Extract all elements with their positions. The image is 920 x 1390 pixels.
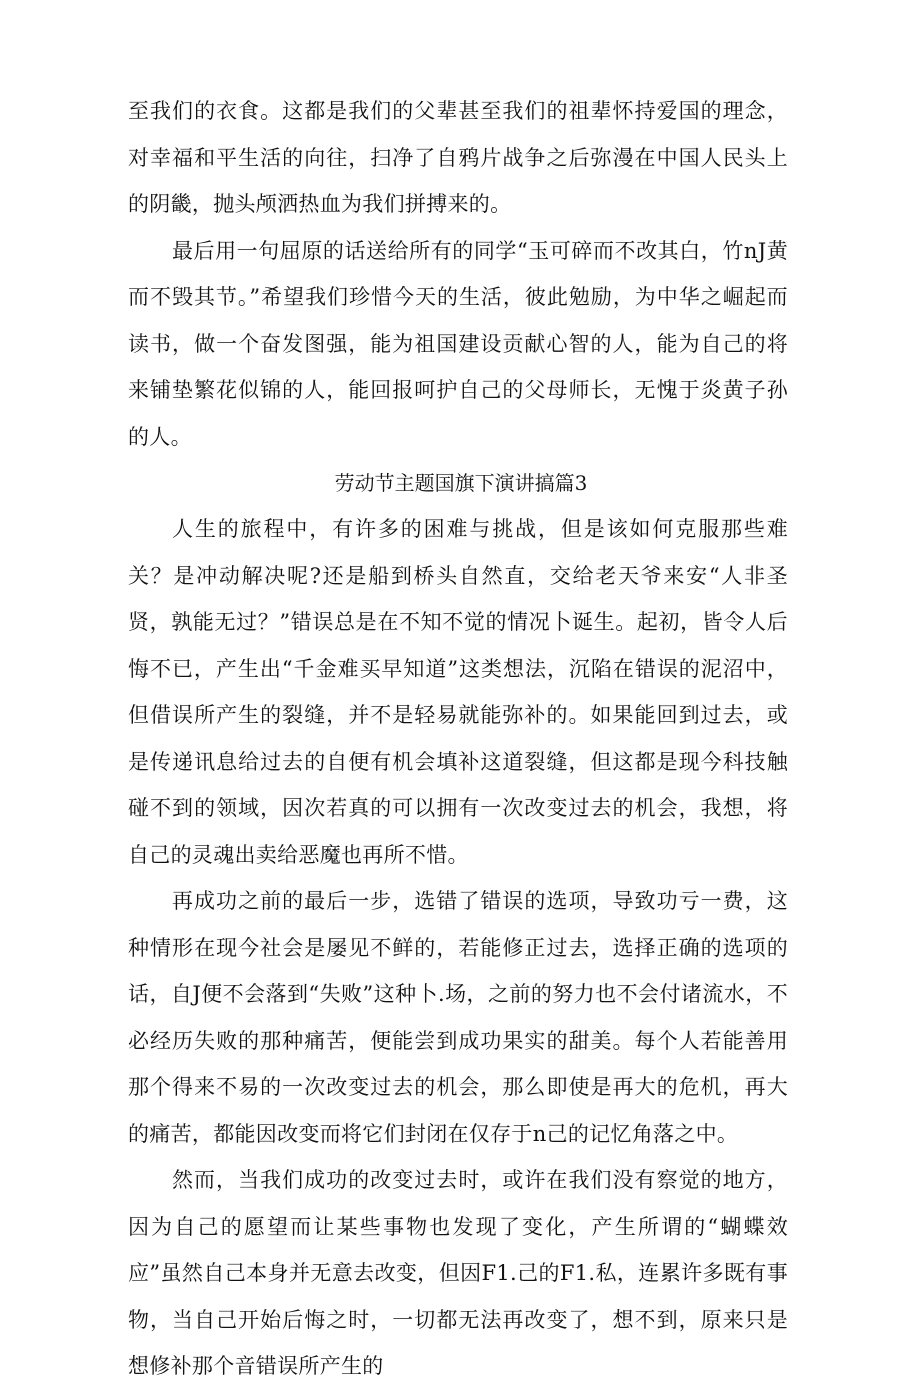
section-heading: 劳动节主题国旗下演讲搞篇3 bbox=[334, 471, 588, 495]
document-body bbox=[128, 88, 788, 1390]
paragraph-closing-quote: 最后用一句屈原的话送给所有的同学“玉可碎而不改其白，竹nJ黄而不毁其节。”希望我们珍惜今天的生活，彼此勉励，为中华之崛起而读书，做一个奋发图强，能为祖国建设贡献心智的人，能为自己的将来铺垫繁花似锦的人，能回报呵护自己的父母师长，无愧于炎黄子孙的人。 bbox=[128, 238, 788, 449]
paragraph-section-1: 人生的旅程中，有许多的困难与挑战，但是该如何克服那些难关？是冲动解决呢?还是船到桥头自然直，交给老天爷来安“人非圣贤，孰能无过？”错误总是在不知不觉的情况卜诞生。起初，皆令人后悔不已，产生出“千金难买早知道”这类想法，沉陷在错误的泥沼中，但借误所产生的裂缝，并不是轻易就能弥补的。如果能回到过去，或是传递讯息给过去的自便有机会填补这道裂缝，但这都是现今科技触碰不到的领域，因次若真的可以拥有一次改变过去的机会，我想，将自己的灵魂出卖给恶魔也再所不惜。 bbox=[128, 517, 788, 867]
paragraph-section-2: 再成功之前的最后一步，选错了错误的选项，导致功亏一费，这种情形在现今社会是屡见不鲜的，若能修正过去，选择正确的选项的话，自J便不会落到“失败”这种卜.场，之前的努力也不会付诸流水，不必经历失败的那种痛苦，便能尝到成功果实的甜美。每个人若能善用那个得来不易的一次改变过去的机会，那么即使是再大的危机，再大的痛苦，都能因改变而将它们封闭在仅存于n己的记忆角落之中。 bbox=[128, 889, 788, 1146]
paragraph-continued: 至我们的衣食。这都是我们的父辈甚至我们的祖辈怀持爱国的理念，对幸福和平生活的向往，扫净了自鸦片战争之后弥漫在中国人民头上的阴畿，抛头颅洒热血为我们拼搏来的。 bbox=[128, 99, 788, 216]
paragraph-section-3: 然而，当我们成功的改变过去时，或许在我们没有察觉的地方，因为自己的愿望而让某些事物也发现了变化，产生所谓的“蝴蝶效应”虽然自己本身并无意去改变，但因F1.己的F1.私，连累许多既有事物，当自己开始后悔之时，一切都无法再改变了，想不到，原来只是想修补那个音错误所产生的 bbox=[128, 1168, 788, 1378]
